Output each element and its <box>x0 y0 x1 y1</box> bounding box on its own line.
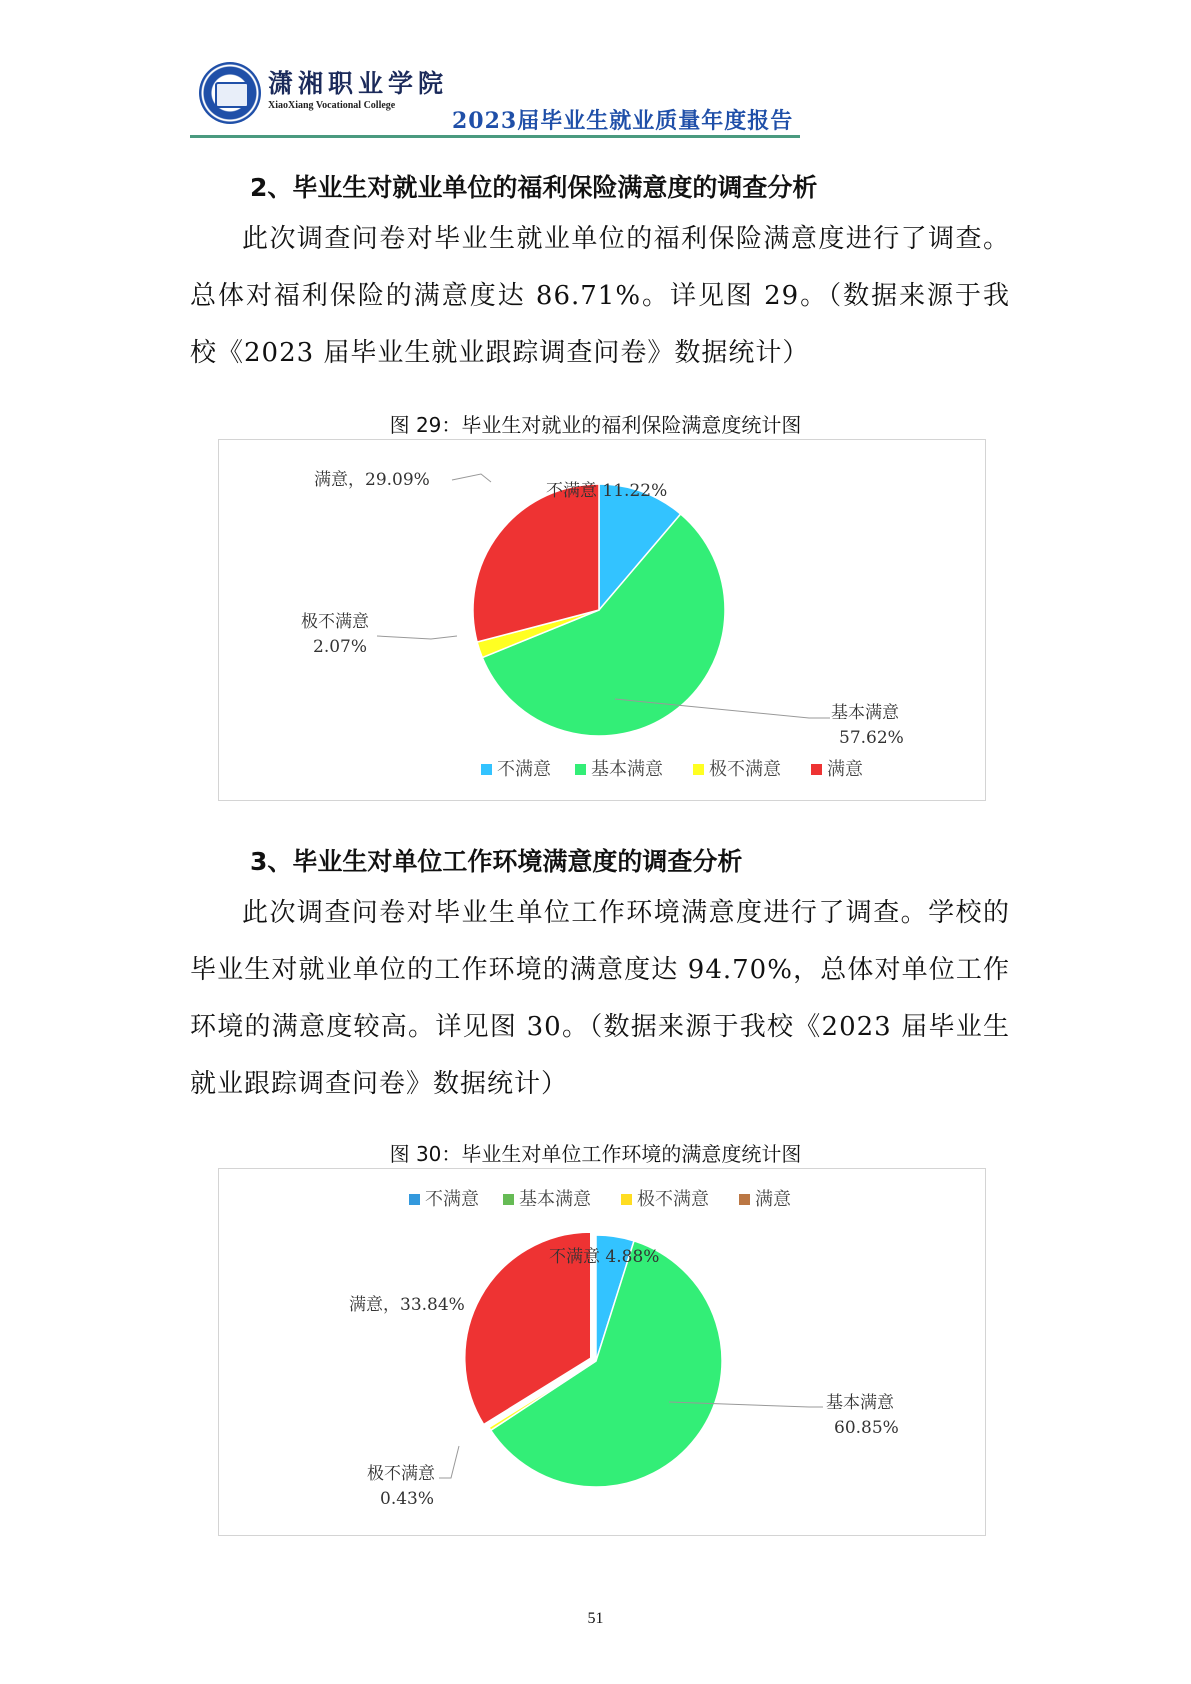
data-label-jibumanyi-name: 极不满意 <box>367 1464 435 1484</box>
legend-label-0: 不满意 <box>425 1189 479 1210</box>
legend-swatch-2 <box>693 764 704 775</box>
page-number: 51 <box>587 1610 604 1627</box>
legend-swatch-1 <box>503 1194 514 1205</box>
data-label-manyi: 满意，29.09% <box>314 470 430 490</box>
figure-29-chart <box>218 439 986 801</box>
pie-chart-welfare <box>219 440 985 800</box>
data-label-jibenmanyi-name: 基本满意 <box>831 703 899 723</box>
figure-29-caption: 图 29：毕业生对就业的福利保险满意度统计图 <box>389 413 802 437</box>
data-label-jibumanyi-value: 0.43% <box>380 1489 435 1509</box>
figure-30-chart <box>218 1168 986 1536</box>
data-label-jibumanyi-value: 2.07% <box>313 637 368 657</box>
legend-label-1: 基本满意 <box>591 759 663 780</box>
legend-label-3: 满意 <box>755 1189 791 1210</box>
legend-swatch-0 <box>481 764 492 775</box>
legend-swatch-3 <box>811 764 822 775</box>
data-label-jibumanyi-name: 极不满意 <box>301 612 369 632</box>
legend-label-3: 满意 <box>827 759 863 780</box>
section3-heading: 3、毕业生对单位工作环境满意度的调查分析 <box>250 847 743 876</box>
legend-swatch-0 <box>409 1194 420 1205</box>
leader-line-jibumanyi <box>377 636 457 639</box>
legend-label-2: 极不满意 <box>637 1189 709 1210</box>
header-rule <box>190 135 800 138</box>
leader-line-jibumanyi <box>439 1446 459 1478</box>
data-label-jibenmanyi-name: 基本满意 <box>826 1393 894 1413</box>
college-name-en: XiaoXiang Vocational College <box>268 100 396 111</box>
data-label-jibenmanyi-value: 57.62% <box>839 728 904 748</box>
college-name-cn: 潇湘职业学院 <box>268 69 449 98</box>
report-title: 2023届毕业生就业质量年度报告 <box>452 108 794 134</box>
leader-line-manyi <box>452 474 491 482</box>
section3-paragraph: 此次调查问卷对毕业生单位工作环境满意度进行了调查。学校的毕业生对就业单位的工作环境的满意度达 94.70%，总体对单位工作环境的满意度较高。详见图 30。（数据来源于我校《2023 届毕业生就业跟踪调查问卷》数据统计） <box>190 898 1010 1099</box>
section2-paragraph: 此次调查问卷对毕业生就业单位的福利保险满意度进行了调查。总体对福利保险的满意度达 86.71%。详见图 29。（数据来源于我校《2023 届毕业生就业跟踪调查问卷》数据统计） <box>190 224 1010 368</box>
legend-label-1: 基本满意 <box>519 1189 591 1210</box>
college-logo <box>199 62 261 124</box>
data-label-bumanyi: 不满意 4.88% <box>549 1247 660 1267</box>
legend-label-0: 不满意 <box>497 759 551 780</box>
data-label-bumanyi: 不满意 11.22% <box>546 481 668 501</box>
legend-swatch-3 <box>739 1194 750 1205</box>
figure-30-caption: 图 30：毕业生对单位工作环境的满意度统计图 <box>389 1142 802 1166</box>
legend-swatch-2 <box>621 1194 632 1205</box>
legend-swatch-1 <box>575 764 586 775</box>
pie-chart-environment <box>219 1169 985 1535</box>
data-label-manyi: 满意，33.84% <box>349 1295 465 1315</box>
legend-label-2: 极不满意 <box>709 759 781 780</box>
data-label-jibenmanyi-value: 60.85% <box>834 1418 899 1438</box>
section2-heading: 2、毕业生对就业单位的福利保险满意度的调查分析 <box>250 173 818 202</box>
